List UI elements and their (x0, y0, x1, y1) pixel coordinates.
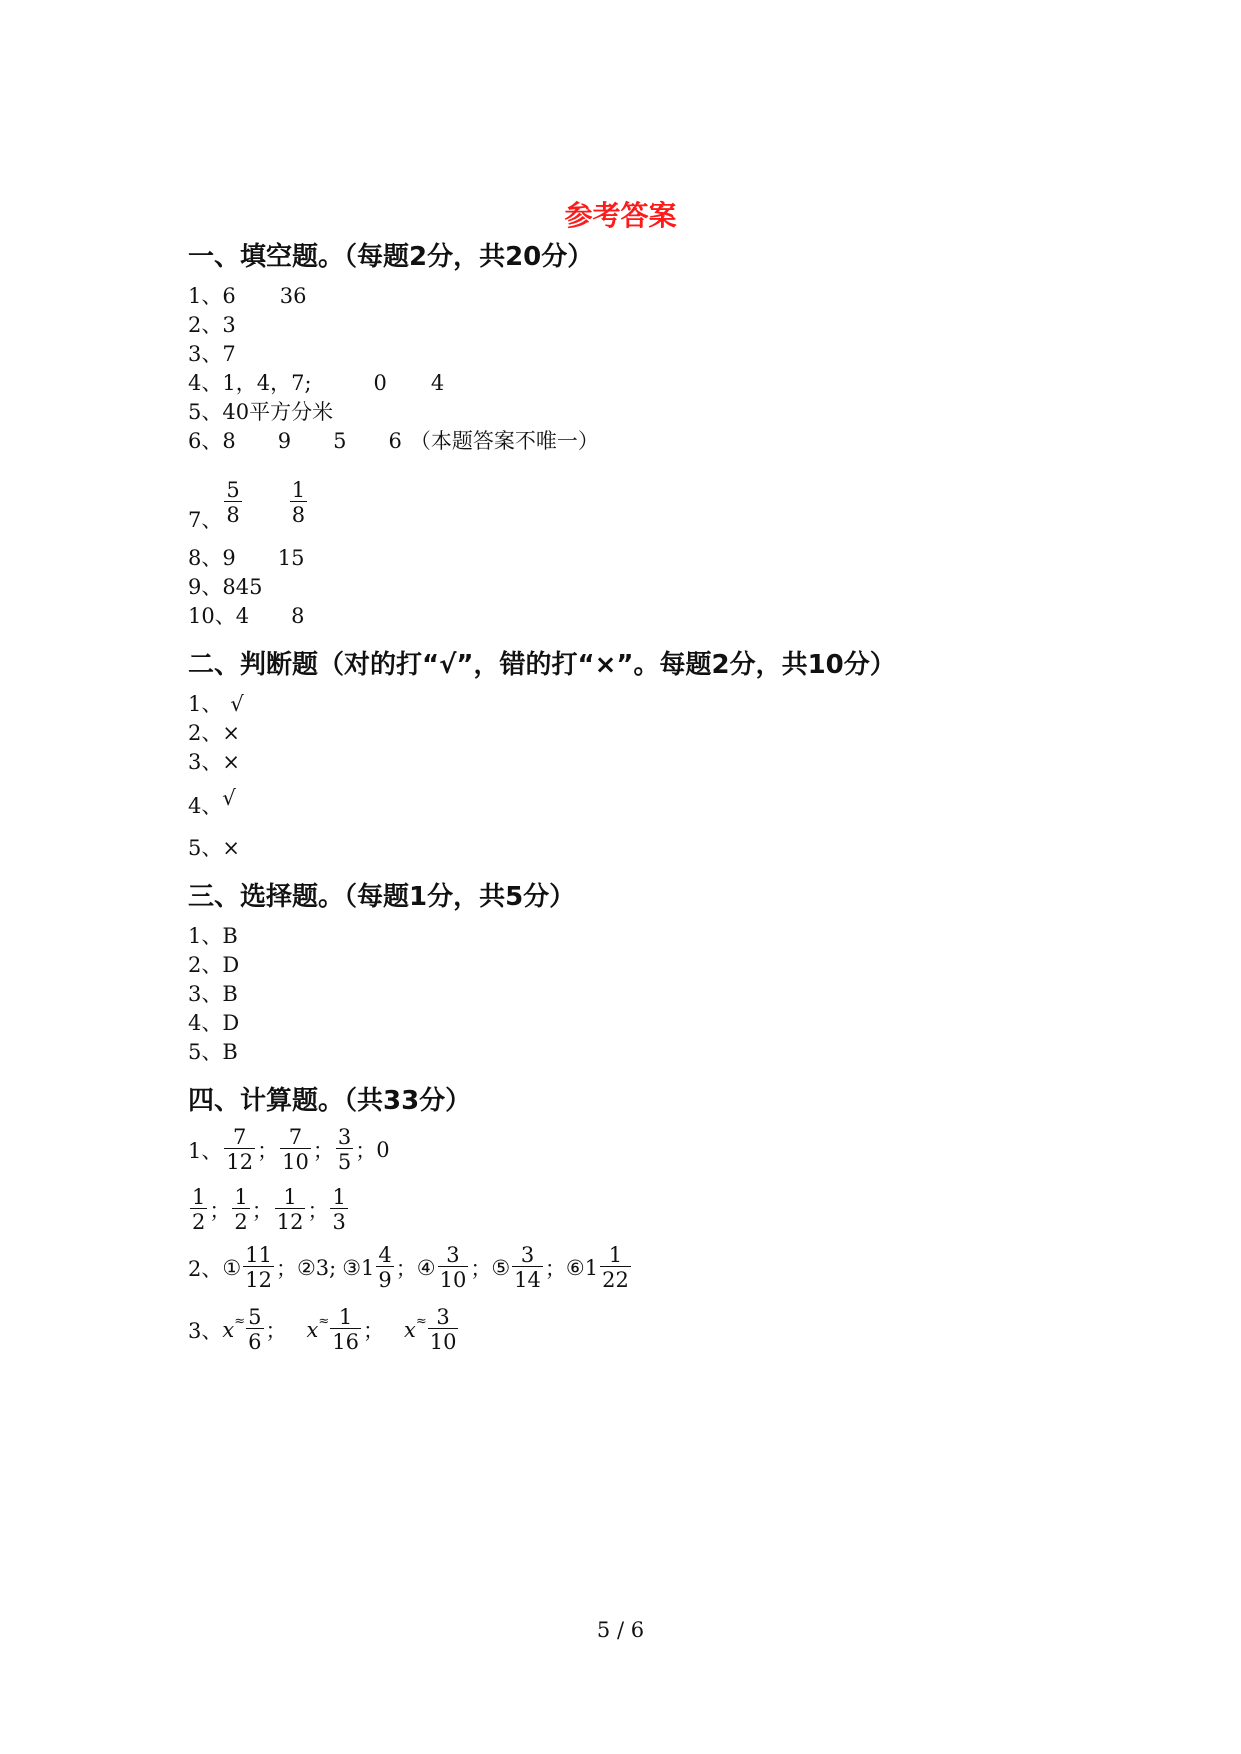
answer-line-1-3: 3、7 (188, 342, 236, 366)
section-heading-calculation: 四、计算题。（共33分） (188, 1086, 472, 1116)
fraction: $\frac{1}{2}$ (234, 1185, 248, 1234)
fraction: $\frac{1}{12}$ (276, 1185, 304, 1234)
fraction: $\frac{1}{2}$ (192, 1185, 206, 1234)
answer-line-4-1: 1、 $\frac{7}{12}$ ； $\frac{7}{10}$ ； $\frac{3}{5}$ ； 0 (188, 1125, 390, 1174)
answer-line-3-4: 4、D (188, 1011, 240, 1035)
fraction: $\frac{1}{8}$ (291, 477, 306, 527)
answer-line-2-1: 1、 √ (188, 692, 244, 716)
answer-line-4-2: 2、 ① $\frac{11}{12}$ ； ②3; ③1 $\frac{4}{9}$ ； ④ $\frac{3}{10}$ ； ⑤ $\frac{3}{14}$ ； ⑥1 $\frac{1}{22}$ (188, 1243, 629, 1292)
answer-line-3-3: 3、B (188, 982, 238, 1006)
page-number: 5 / 6 (596, 1618, 645, 1642)
fraction: $\frac{3}{10}$ (429, 1305, 457, 1354)
answer-line-2-2: 2、× (188, 721, 240, 745)
answer-line-4-3: 3、 x ≈ $\frac{5}{6}$ ； x ≈ $\frac{1}{16}$ ； x ≈ $\frac{3}{10}$ (188, 1305, 457, 1354)
fraction: $\frac{5}{6}$ (248, 1305, 262, 1354)
section-heading-fill-blank: 一、填空题。（每题2分，共20分） (188, 242, 594, 272)
fraction: $\frac{3}{14}$ (514, 1243, 541, 1292)
answer-line-2-5: 5、× (188, 836, 240, 860)
answer-line-3-5: 5、B (188, 1040, 238, 1064)
answer-line-1-8: 8、9 15 (188, 546, 305, 570)
fraction: $\frac{1}{22}$ (602, 1243, 629, 1292)
section-heading-multiple-choice: 三、选择题。（每题1分，共5分） (188, 882, 576, 912)
answer-line-1-1: 1、6 36 (188, 284, 307, 308)
answer-line-1-10: 10、4 8 (188, 604, 305, 628)
answer-line-3-2: 2、D (188, 953, 240, 977)
answer-line-1-6: 6、8 9 5 6 （本题答案不唯一） (188, 429, 599, 453)
answer-line-1-7: 7、 $\frac{5}{8}$ $\frac{1}{8}$ (188, 477, 306, 532)
answer-line-1-4: 4、1，4，7; 0 4 (188, 371, 445, 395)
answer-line-1-5: 5、40平方分米 (188, 400, 334, 424)
answer-line-4-1b: $\frac{1}{2}$ ； $\frac{1}{2}$ ； $\frac{1}{12}$ ； $\frac{1}{3}$ (192, 1185, 346, 1234)
answer-line-1-9: 9、845 (188, 575, 263, 599)
answer-line-1-2: 2、3 (188, 313, 236, 337)
fraction: $\frac{1}{16}$ (332, 1305, 359, 1354)
fraction: $\frac{3}{5}$ (337, 1125, 352, 1174)
fraction: $\frac{11}{12}$ (245, 1243, 272, 1292)
fraction: $\frac{1}{3}$ (332, 1185, 346, 1234)
fraction: $\frac{5}{8}$ (226, 477, 240, 527)
section-heading-true-false: 二、判断题（对的打“√”，错的打“×”。每题2分，共10分） (188, 650, 896, 680)
answer-line-2-4: 4、√ (188, 786, 236, 818)
fraction: $\frac{7}{12}$ (226, 1125, 254, 1174)
answer-line-3-1: 1、B (188, 924, 238, 948)
page-title: 参考答案 (564, 199, 677, 232)
answer-line-2-3: 3、× (188, 750, 240, 774)
fraction: $\frac{4}{9}$ (378, 1243, 392, 1292)
fraction: $\frac{7}{10}$ (282, 1125, 309, 1174)
fraction: $\frac{3}{10}$ (439, 1243, 467, 1292)
